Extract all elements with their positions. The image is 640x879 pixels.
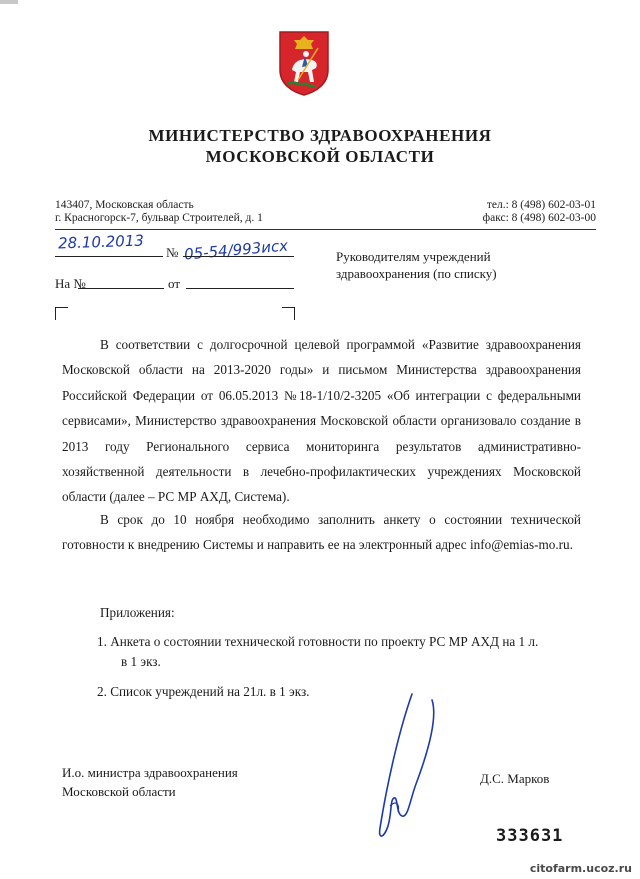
number-line — [183, 256, 294, 257]
recipient-line1: Руководителям учреждений — [336, 249, 491, 264]
attachments-title: Приложения: — [100, 605, 175, 620]
address-corner-left — [55, 307, 68, 320]
signatory-title — [62, 763, 238, 801]
handwritten-outgoing-number: 05-54/993исх — [183, 236, 289, 264]
header-divider — [55, 229, 596, 230]
signatory-title-line2: Московской области — [62, 784, 176, 799]
site-watermark: citofarm.ucoz.ru — [529, 862, 632, 875]
attachment-item-1-continuation: в 1 экз. — [121, 654, 161, 669]
from-line — [186, 288, 294, 289]
ministry-name-line2: МОСКОВСКОЙ ОБЛАСТИ — [205, 147, 435, 166]
moscow-oblast-emblem-icon — [278, 30, 330, 96]
body-paragraph-1: В соответствии с долгосрочной целевой программой «Развитие здравоохранения Московской области на 2013-2020 годы» и письмом Министерства здравоохранения Российской Федерации от 06.05.2013 №18-1/10/2-3205 «Об интеграции с федеральными сервисами», Министерство здравоохранения Московской области организовало создание в 2013 году Регионального сервиса мониторинга результатов административно-хозяйственной деятельности в лечебно-профилактических учреждениях Московской области (далее – РС МР АХД, Система). — [62, 337, 581, 505]
recipient-block — [336, 248, 497, 282]
signatory-title-line1: И.о. министра здравоохранения — [62, 765, 238, 780]
number-label: № — [166, 245, 179, 260]
address-line2: г. Красногорск-7, бульвар Строителей, д. 1 — [55, 212, 263, 224]
handwritten-signature — [360, 688, 470, 848]
recipient-line2: здравоохранения (по списку) — [336, 266, 497, 281]
handwritten-date: 28.10.2013 — [57, 231, 145, 253]
reference-line — [78, 288, 164, 289]
document-number: 333631 — [496, 826, 564, 846]
body-paragraph-2: В срок до 10 ноября необходимо заполнить анкету о состоянии технической готовности к внедрению Системы и направить ее на электронный адрес info@emias-mo.ru. — [62, 512, 581, 553]
ministry-name-line1: МИНИСТЕРСТВО ЗДРАВООХРАНЕНИЯ — [148, 126, 492, 145]
address-corner-right — [282, 307, 295, 320]
attachment-item-1: 1. Анкета о состоянии технической готовности по проекту РС МР АХД на 1 л. — [97, 634, 539, 649]
from-label: от — [168, 276, 181, 291]
attachment-item-2: 2. Список учреждений на 21л. в 1 экз. — [97, 684, 310, 699]
scan-artifact — [0, 0, 18, 4]
reference-label: На № — [55, 276, 86, 291]
address-line1: 143407, Московская область — [55, 199, 194, 211]
phone-number: тел.: 8 (498) 602-03-01 — [486, 199, 596, 211]
signatory-name: Д.С. Марков — [480, 771, 550, 786]
date-line — [55, 256, 163, 257]
fax-number: факс: 8 (498) 602-03-00 — [482, 212, 596, 224]
